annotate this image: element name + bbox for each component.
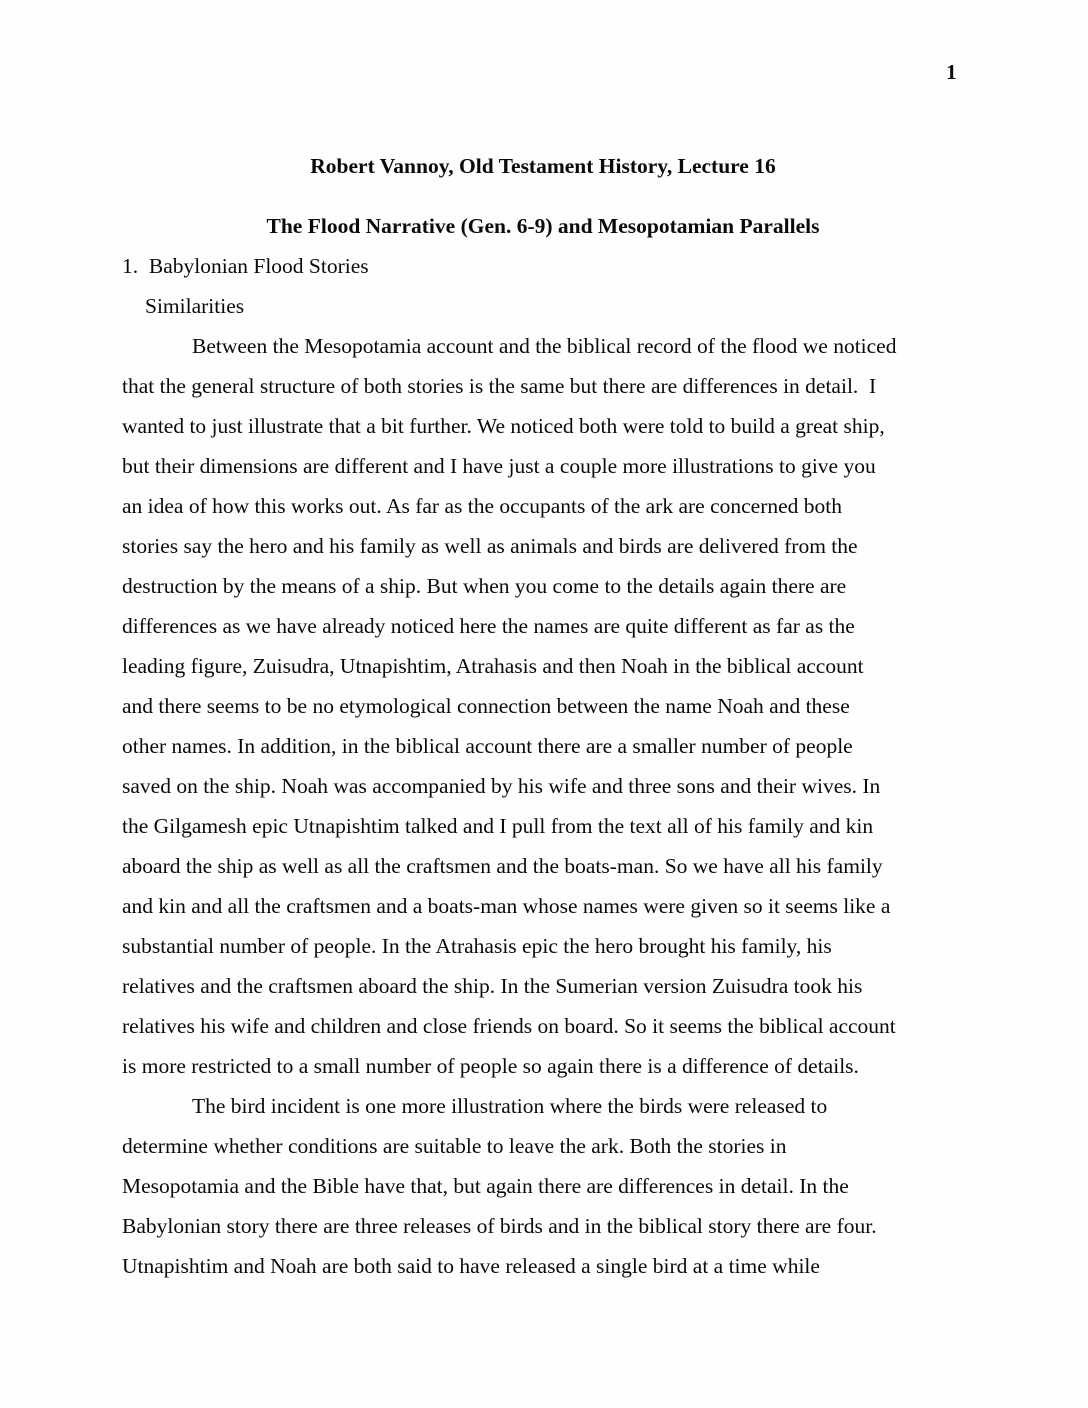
text-line: but their dimensions are different and I have just a couple more illustrations to give you [122,454,876,478]
text-line: other names. In addition, in the biblical account there are a smaller number of people [122,734,853,758]
text-line: stories say the hero and his family as well as animals and birds are delivered from the [122,534,858,558]
text-line: and kin and all the craftsmen and a boats-man whose names were given so it seems like a [122,894,891,918]
text-line: an idea of how this works out. As far as the occupants of the ark are concerned both [122,494,843,518]
text-line: leading figure, Zuisudra, Utnapishtim, Atrahasis and then Noah in the biblical account [122,654,864,678]
text-line: is more restricted to a small number of people so again there is a difference of details. [122,1054,859,1078]
body-paragraphs [122,326,964,1286]
text-line: the Gilgamesh epic Utnapishtim talked and I pull from the text all of his family and kin [122,814,874,838]
text-line: determine whether conditions are suitable to leave the ark. Both the stories in [122,1134,787,1158]
document-title: Robert Vannoy, Old Testament History, Lecture 16 [310,154,776,178]
text-line: wanted to just illustrate that a bit further. We noticed both were told to build a great ship, [122,414,885,438]
text-line: relatives his wife and children and close friends on board. So it seems the biblical account [122,1014,896,1038]
document-content [122,146,964,1286]
text-line: that the general structure of both stories is the same but there are differences in detail. I [122,374,877,398]
text-line: Babylonian story there are three releases of birds and in the biblical story there are four. [122,1214,877,1238]
text-line: Mesopotamia and the Bible have that, but again there are differences in detail. In the [122,1174,849,1198]
paragraph [122,1086,964,1286]
outline-item-babylonian-flood-stories: 1. Babylonian Flood Stories [122,254,369,278]
subheading-similarities: Similarities [145,294,245,318]
text-line: and there seems to be no etymological connection between the name Noah and these [122,694,850,718]
text-line: differences as we have already noticed here the names are quite different as far as the [122,614,855,638]
text-line: aboard the ship as well as all the craftsmen and the boats-man. So we have all his family [122,854,883,878]
page-number: 1 [946,60,957,84]
text-line: substantial number of people. In the Atrahasis epic the hero brought his family, his [122,934,832,958]
paragraph [122,326,964,1086]
text-line: saved on the ship. Noah was accompanied by his wife and three sons and their wives. In [122,774,881,798]
text-line: Utnapishtim and Noah are both said to have released a single bird at a time while [122,1254,820,1278]
text-line: Between the Mesopotamia account and the biblical record of the flood we noticed [192,334,897,358]
text-line: relatives and the craftsmen aboard the ship. In the Sumerian version Zuisudra took his [122,974,863,998]
text-line: destruction by the means of a ship. But when you come to the details again there are [122,574,847,598]
text-line: The bird incident is one more illustration where the birds were released to [192,1094,828,1118]
document-subtitle: The Flood Narrative (Gen. 6-9) and Mesopotamian Parallels [266,214,820,238]
